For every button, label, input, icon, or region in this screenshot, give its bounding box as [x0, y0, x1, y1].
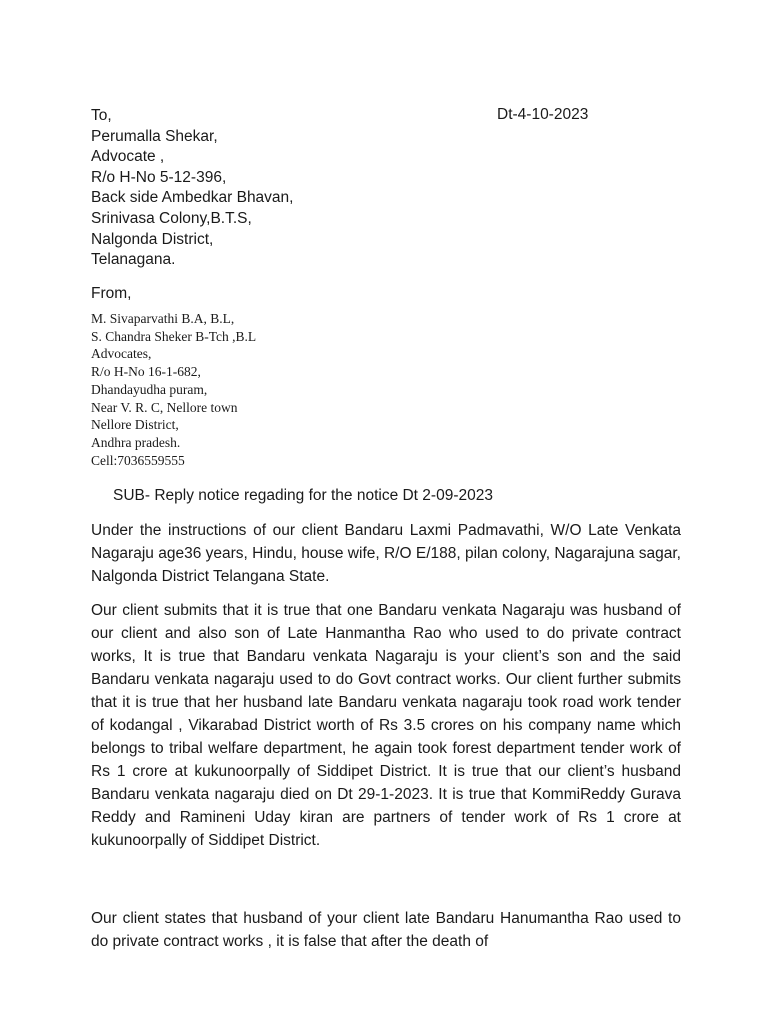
body-paragraph: Under the instructions of our client Bandaru Laxmi Padmavathi, W/O Late Venkata Nagaraju age36 years, Hindu, house wife, R/O E/188, pilan colony, Nagarajuna sagar, Nalgonda District Telangana State.	[91, 522, 681, 585]
recipient-line: Telanagana.	[91, 251, 176, 269]
sender-line: Near V. R. C, Nellore town	[91, 399, 238, 415]
sender-line: Nellore District,	[91, 417, 179, 433]
body-paragraph: Our client submits that it is true that one Bandaru venkata Nagaraju was husband of our client and also son of Late Hanmantha Rao who used to do private contract works, It is true that Bandaru venkata Nagaraju is your client’s son and the said Bandaru venkata nagaraju used to do Govt contract works. Our client further submits that it is true that her husband late Bandaru venkata nagaraju took road work tender of kodangal , Vikarabad District worth of Rs 3.5 crores on his company name which belongs to tribal welfare department, he again took forest department tender work of Rs 1 crore at kukunoorpally of Siddipet District. It is true that our client’s husband Bandaru venkata nagaraju died on Dt 29-1-2023. It is true that KommiReddy Gurava Reddy and Ramineni Uday kiran are partners of tender work of Rs 1 crore at kukunoorpally of Siddipet District.	[91, 602, 681, 849]
sender-line: R/o H-No 16-1-682,	[91, 364, 201, 380]
sender-block	[91, 310, 256, 469]
sender-line: Dhandayudha puram,	[91, 381, 208, 397]
recipient-line: Nalgonda District,	[91, 230, 214, 248]
recipient-block	[91, 106, 293, 271]
sender-line: M. Sivaparvathi B.A, B.L,	[91, 311, 235, 326]
sender-line: Andhra pradesh.	[91, 434, 181, 450]
sender-line: Cell:7036559555	[91, 452, 185, 468]
recipient-line: Perumalla Shekar,	[91, 127, 218, 145]
recipient-line: Srinivasa Colony,B.T.S,	[91, 209, 252, 227]
sender-line: Advocates,	[91, 346, 152, 362]
recipient-line: Back side Ambedkar Bhavan,	[91, 189, 294, 207]
letter-date: Dt-4-10-2023	[497, 106, 589, 123]
recipient-line: R/o H-No 5-12-396,	[91, 168, 227, 186]
recipient-line: Advocate ,	[91, 148, 165, 166]
sender-line: S. Chandra Sheker B-Tch ,B.L	[91, 328, 257, 344]
from-label: From,	[91, 285, 132, 302]
to-label: To,	[91, 107, 112, 124]
body-paragraph: Our client states that husband of your client late Bandaru Hanumantha Rao used to do private contract works , it is false that after the death of	[91, 910, 681, 950]
subject-line: SUB- Reply notice regading for the notice Dt 2-09-2023	[113, 487, 493, 504]
